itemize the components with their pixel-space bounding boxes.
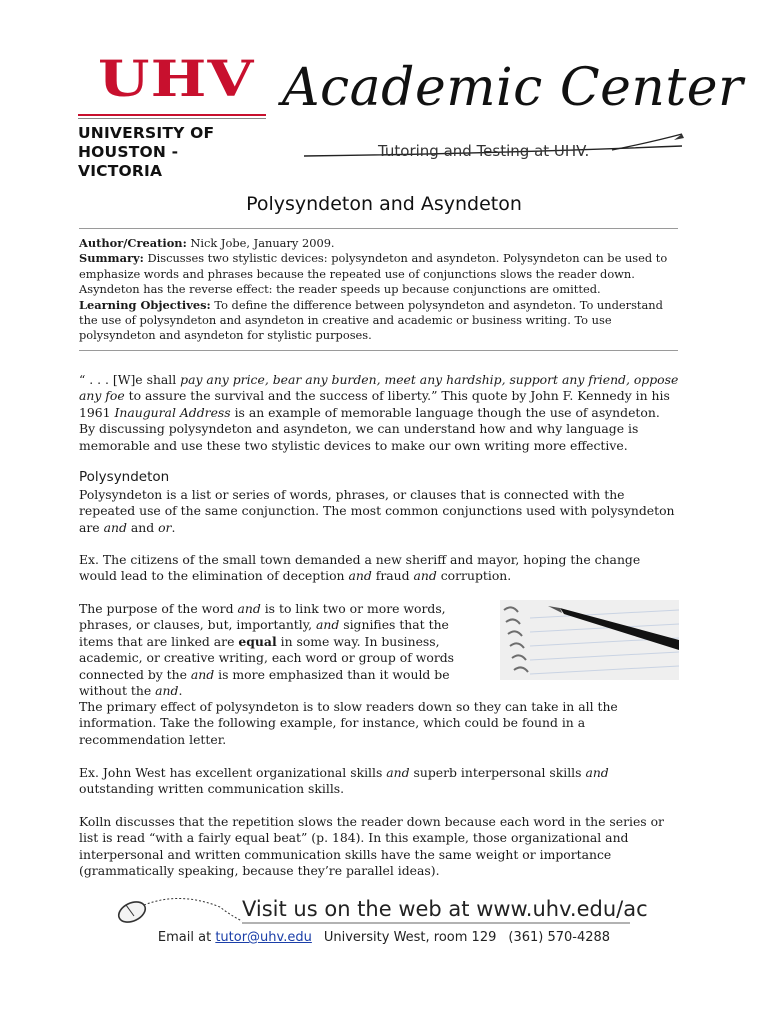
uhv-logo-mark: UHV	[98, 49, 255, 108]
definition-or: or	[158, 519, 172, 535]
metadata-divider	[79, 350, 678, 351]
intro-quote-rest: to assure the survival and the success of liberty.” This quote by John F. Kennedy in his 1961	[79, 388, 670, 420]
example-2-and1: and	[386, 765, 410, 780]
title-divider	[79, 228, 678, 229]
document-title: Polysyndeton and Asyndeton	[246, 193, 522, 215]
footer-web-banner	[110, 893, 670, 931]
kolln-paragraph: Kolln discusses that the repetition slows the reader down because each word in the series or list is read “with a fairly equal beat” (p. 184). In this example, those organizational and interpersonal and written communication skills have the same weight or importance (grammatically speaking, because they’re parallel ideas).	[79, 814, 664, 879]
intro-address-italic: Inaugural Address	[114, 404, 231, 420]
example-1-text: Ex. The citizens of the small town demanded a new sheriff and mayor, hoping the change would lead to the elimination of deception	[79, 552, 641, 584]
example-2-paragraph	[79, 765, 679, 798]
academic-center-tagline: Tutoring and Testing at UHV.	[378, 142, 590, 160]
effect-paragraph: The primary effect of polysyndeton is to slow readers down so they can take in all the information. Take the following example, for instance, which could be found in a recommendation letter.	[79, 699, 618, 747]
objectives-value: To define the difference between polysyndeton and asyndeton. To understand the use of polysyndeton and asyndeton in creative and academic or business writing. To use polysyndeton and asyndeton for stylistic purposes.	[79, 297, 663, 343]
intro-quote-italic: pay any price, bear any burden, meet any hardship, support any friend, oppose any foe	[79, 372, 679, 404]
academic-center-logo	[282, 50, 744, 168]
intro-paragraph	[79, 372, 679, 454]
example-1-paragraph	[79, 552, 679, 585]
example-1-end: corruption.	[436, 568, 512, 584]
intro-quote-tail: is an example of memorable language though the use of asyndeton. By discussing polysyndeton and asyndeton, we can understand how and why language is memorable and use these two stylistic devices to make our own writing more effective.	[79, 404, 660, 453]
purpose-and3: and	[190, 666, 215, 682]
purpose-a: The purpose of the word	[79, 601, 238, 616]
uhv-name-line2: HOUSTON - VICTORIA	[78, 143, 179, 180]
purpose-c: signifies that the items that are linked are	[79, 617, 449, 649]
objectives-label: Learning Objectives:	[79, 297, 211, 312]
author-line	[79, 236, 679, 251]
uhv-name-line1: UNIVERSITY OF	[78, 124, 215, 142]
example-2-mid: superb interpersonal skills	[409, 765, 586, 780]
footer-email-label: Email at	[157, 930, 216, 945]
purpose-e: is more emphasized than it would be without the	[79, 666, 450, 699]
notebook-pen-illustration	[500, 600, 679, 680]
author-value: Nick Jobe, January 2009.	[186, 236, 335, 250]
purpose-and4: and	[155, 683, 179, 699]
footer-location: University West, room 129	[323, 930, 497, 945]
summary-value: Discusses two stylistic devices: polysyndeton and asyndeton. Polysyndeton can be used to emphasize words and phrases because the repeated use of conjunctions slows the reader down. Asyndeton has the reverse effect: the reader speeds up because conjunctions are omitted.	[79, 251, 668, 297]
definition-text: Polysyndeton is a list or series of words, phrases, or clauses that is connected with the repeated use of the same conjunction. The most common conjunctions used with polysyndeton are	[79, 487, 675, 535]
definition-paragraph	[79, 487, 679, 536]
example-1-mid: fraud	[371, 568, 414, 584]
definition-and: and	[103, 519, 127, 535]
purpose-and1: and	[237, 601, 261, 616]
academic-center-name: Academic Center	[282, 58, 744, 118]
footer-phone: (361) 570-4288	[508, 930, 611, 945]
author-label: Author/Creation:	[79, 236, 187, 250]
summary-label: Summary:	[79, 251, 144, 266]
objectives-line	[79, 298, 679, 344]
footer-contact-line	[0, 930, 768, 945]
footer-email-link[interactable]: tutor@uhv.edu	[215, 930, 312, 945]
purpose-b: is to link two or more words, phrases, or clauses, but, importantly,	[79, 601, 446, 633]
purpose-d: in some way. In business, academic, or creative writing, each word or group of words connected by the	[79, 633, 455, 682]
purpose-paragraph	[79, 601, 481, 699]
metadata-block	[79, 236, 679, 344]
definition-mid: and	[126, 519, 159, 535]
purpose-and2: and	[315, 617, 340, 633]
example-2-end: outstanding written communication skills.	[79, 781, 345, 797]
example-1-and1: and	[348, 568, 372, 584]
example-2-and2: and	[585, 765, 609, 780]
uhv-logo-rule	[78, 114, 266, 116]
notebook-pen-photo	[500, 600, 679, 680]
example-2-text: Ex. John West has excellent organizational skills	[79, 765, 387, 780]
uhv-logo	[78, 49, 268, 180]
uhv-logo-rule-thin	[78, 118, 266, 119]
footer-web-text: Visit us on the web at www.uhv.edu/ac	[242, 897, 648, 921]
definition-end: .	[171, 519, 176, 535]
section-heading: Polysyndeton	[79, 469, 170, 485]
intro-quote-open: “ . . . [W]e shall	[79, 372, 181, 387]
purpose-f: .	[178, 683, 183, 699]
example-1-and2: and	[413, 568, 437, 584]
summary-line	[79, 251, 679, 297]
uhv-logo-name	[78, 124, 268, 181]
purpose-equal: equal	[238, 633, 277, 649]
